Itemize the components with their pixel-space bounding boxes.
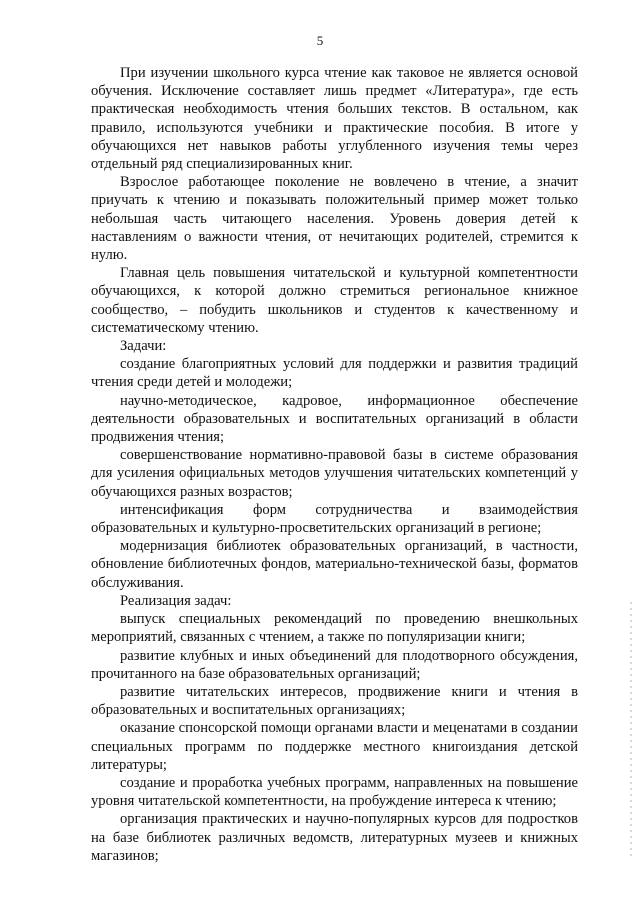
implementation-heading: Реализация задач: [120, 592, 232, 609]
implementation-item: выпуск специальных рекомендаций по проведению внешкольных мероприятий, связанных с чтением, а также по популяризации книги; [91, 611, 578, 646]
task-item: научно-методическое, кадровое, информационное обеспечение деятельности образовательных и воспитательных организаций в области продвижения чтения; [91, 392, 578, 446]
page-number: 5 [316, 33, 324, 48]
document-body [91, 64, 578, 865]
task-item: интенсификация форм сотрудничества и взаимодействия образовательных и культурно-просветительских организаций в регионе; [91, 501, 578, 537]
paragraph-main-goal: Главная цель повышения читательской и культурной компетентности обучающихся, к которой должно стремиться региональное книжное сообщество, – побудить школьников и студентов к качественному и систематическому чтению. [91, 265, 578, 336]
implementation-item: создание и проработка учебных программ, направленных на повышение уровня читательской компетентности, на пробуждение интереса к чтению; [91, 774, 578, 810]
task-item: модернизация библиотек образовательных организаций, в частности, обновление библиотечных фондов, материально-технической базы, форматов обслуживания. [91, 538, 578, 591]
paragraph-school-reading: При изучении школьного курса чтение как таковое не является основой обучения. Исключение составляет лишь предмет «Литература», где есть практическая необходимость чтения больших текстов. В остальном, как правило, используются учебники и практические пособия. В итоге у обучающихся нет навыков работы углубленного изучения темы через отдельный ряд специализированных книг. [91, 65, 578, 173]
implementation-item: развитие клубных и иных объединений для плодотворного обсуждения, прочитанного на базе образовательных организаций; [91, 647, 578, 682]
tasks-heading: Задачи: [120, 338, 167, 355]
task-item: совершенствование нормативно-правовой базы в системе образования для усиления официальных методов улучшения читательских компетенций у обучающихся разных возрастов; [91, 447, 578, 500]
paragraph-adult-generation: Взрослое работающее поколение не вовлечено в чтение, а значит приучать к чтению и показывать положительный пример может только небольшая часть читающего населения. Уровень доверия детей к наставлениям о важности чтения, от нечитающих родителей, стремится к нулю. [91, 174, 578, 264]
implementation-item: развитие читательских интересов, продвижение книги и чтения в образовательных и воспитательных организациях; [91, 683, 578, 719]
implementation-item: оказание спонсорской помощи органами власти и меценатами в создании специальных программ по поддержке местного книгоиздания детской литературы; [91, 720, 578, 773]
implementation-item: организация практических и научно-популярных курсов для подростков на базе библиотек различных ведомств, литературных музеев и книжных магазинов; [91, 811, 578, 864]
task-item: создание благоприятных условий для поддержки и развития традиций чтения среди детей и молодежи; [91, 356, 578, 391]
scan-edge-artifact [630, 600, 632, 860]
